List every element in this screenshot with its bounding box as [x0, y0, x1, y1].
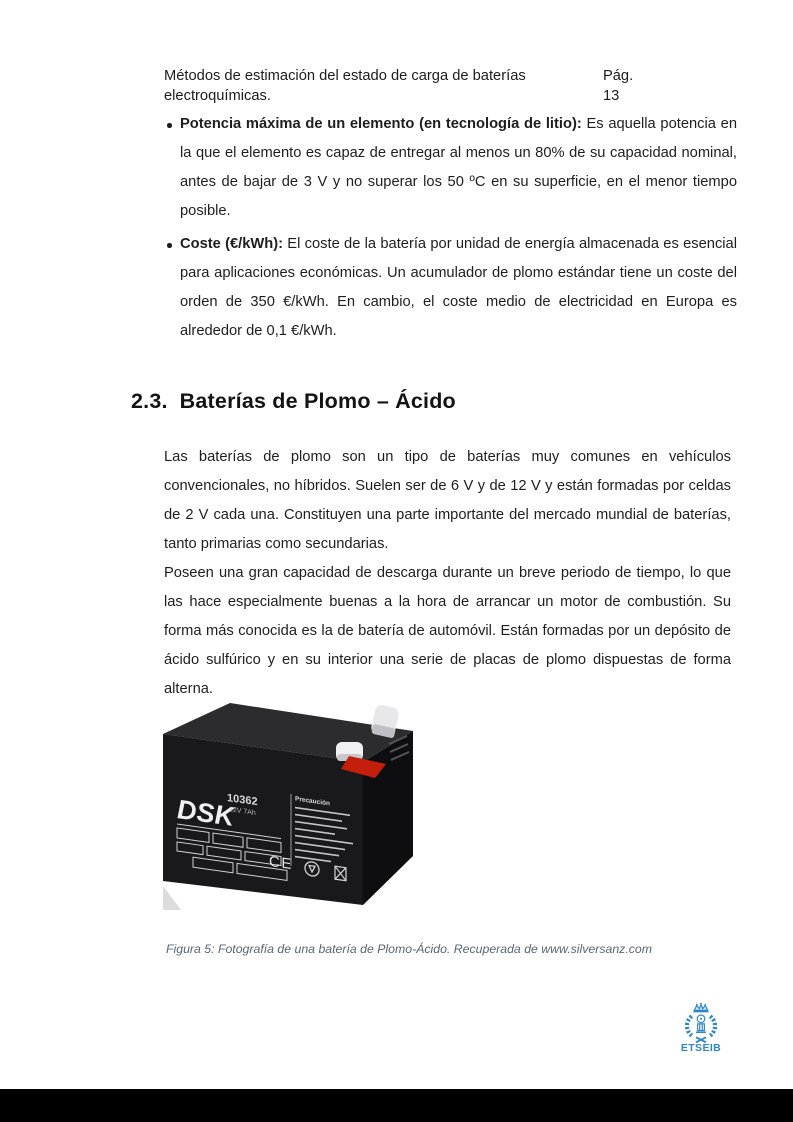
battery-brand-label: DSK	[177, 793, 235, 832]
bullet-lead: Coste (€/kWh):	[180, 236, 284, 252]
battery-model-label: 10362	[227, 792, 258, 809]
running-title: Métodos de estimación del estado de carga de baterías electroquímicas.	[164, 68, 526, 104]
etseib-crest-logo	[677, 1002, 725, 1044]
battery-warning-title: Precaución	[295, 795, 330, 808]
scan-bottom-bar	[0, 1089, 793, 1122]
etseib-logo-text: ETSEIB	[680, 1042, 722, 1054]
paragraph: Las baterías de plomo son un tipo de baterías muy comunes en vehículos convencionales, no híbridos. Suelen ser de 6 V y de 12 V y están formadas por celdas de 2 V cada una. Constituyen una parte importante del mercado mundial de baterías, tanto primarias como secundarias.	[164, 449, 731, 552]
crown-icon	[693, 1003, 708, 1012]
bullet-dot	[167, 123, 172, 128]
bullet-text: Es aquella potencia en la que el elemento es capaz de entregar al menos un 80% de su capacidad nominal, antes de bajar de 3 V y no superar los 50 ºC en su superficie, en el menor tiempo posible.	[180, 116, 738, 219]
figure-caption: Figura 5: Fotografía de una batería de Plomo-Ácido. Recuperada de www.silversanz.com	[166, 942, 652, 956]
bullet-text: El coste de la batería por unidad de energía almacenada es esencial para aplicaciones económicas. Un acumulador de plomo estándar tiene un coste del orden de 350 €/kWh. En cambio, el coste medio de electricidad en Europa es alrededor de 0,1 €/kWh.	[180, 236, 737, 339]
ce-mark: CE	[269, 852, 293, 874]
section-number: 2.3.	[131, 389, 168, 413]
bullet-item-potencia	[167, 110, 737, 226]
photo-shadow	[163, 886, 181, 910]
section-title: Baterías de Plomo – Ácido	[179, 389, 456, 413]
battery-spec-label: 12V 7Ah	[229, 806, 256, 818]
bullet-lead: Potencia máxima de un elemento (en tecnología de litio):	[180, 116, 582, 132]
battery-photo	[163, 698, 415, 910]
section-heading	[131, 389, 456, 414]
bullet-item-coste	[167, 230, 737, 346]
bullet-dot	[167, 243, 172, 248]
paragraph: Poseen una gran capacidad de descarga durante un breve periodo de tiempo, lo que las hace especialmente buenas a la hora de arrancar un motor de combustión. Su forma más conocida es la de batería de automóvil. Están formadas por un depósito de ácido sulfúrico y en su interior una serie de placas de plomo dispuestas de forma alterna.	[164, 565, 731, 697]
page-number: Pág. 13	[602, 68, 634, 104]
gear-tower-emblem	[696, 1015, 706, 1032]
page-header	[164, 66, 650, 106]
